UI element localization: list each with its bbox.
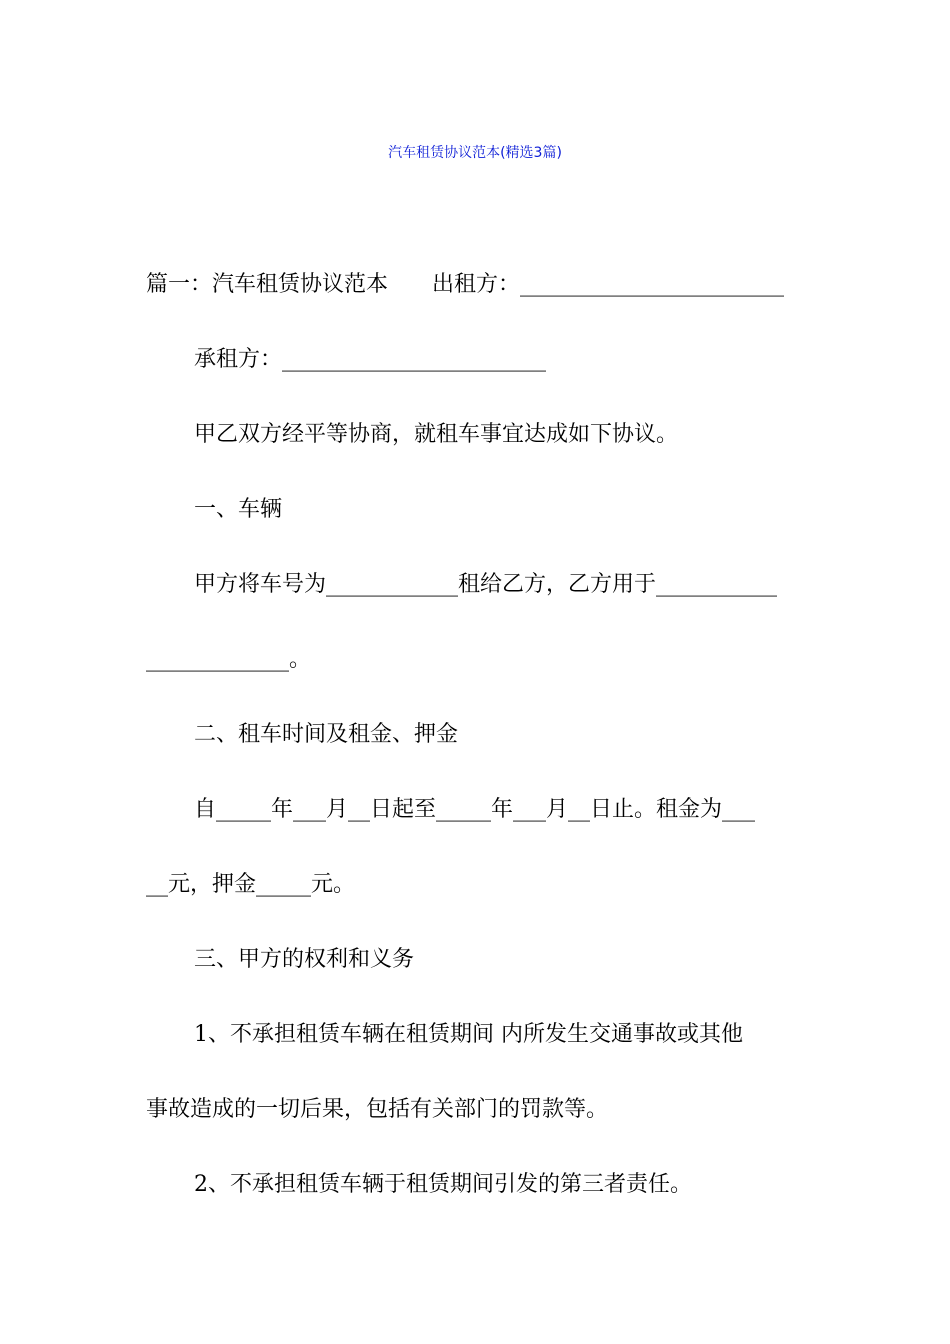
- section-heading-line: 篇一：汽车租赁协议范本 出租方：________________________: [146, 272, 785, 297]
- clause-heading-lessor-rights: 三、甲方的权利和义务: [194, 947, 415, 972]
- lessor-item-2: 2、不承担租赁车辆于租赁期间引发的第三者责任。: [194, 1172, 692, 1197]
- clause-heading-rental-time: 二、租车时间及租金、押金: [194, 722, 459, 747]
- intro-paragraph: 甲乙双方经平等协商，就租车事宜达成如下协议。: [194, 422, 679, 447]
- lessee-line: 承租方：________________________: [194, 347, 547, 372]
- document-title: 汽车租赁协议范本(精选3篇): [388, 145, 562, 161]
- rental-paragraph-line-2: __元，押金_____元。: [146, 872, 356, 897]
- vehicle-paragraph-line-1: 甲方将车号为____________租给乙方，乙方用于___________: [194, 572, 778, 597]
- rental-paragraph-line-1: 自_____年___月__日起至_____年___月__日止。租金为___: [194, 797, 756, 822]
- lessor-item-1-line-1: 1、不承担租赁车辆在租赁期间 内所发生交通事故或其他: [194, 1022, 743, 1047]
- lessor-item-1-line-2: 事故造成的一切后果，包括有关部门的罚款等。: [146, 1097, 609, 1122]
- vehicle-paragraph-line-2: _____________。: [146, 647, 312, 672]
- clause-heading-vehicle: 一、车辆: [194, 497, 283, 522]
